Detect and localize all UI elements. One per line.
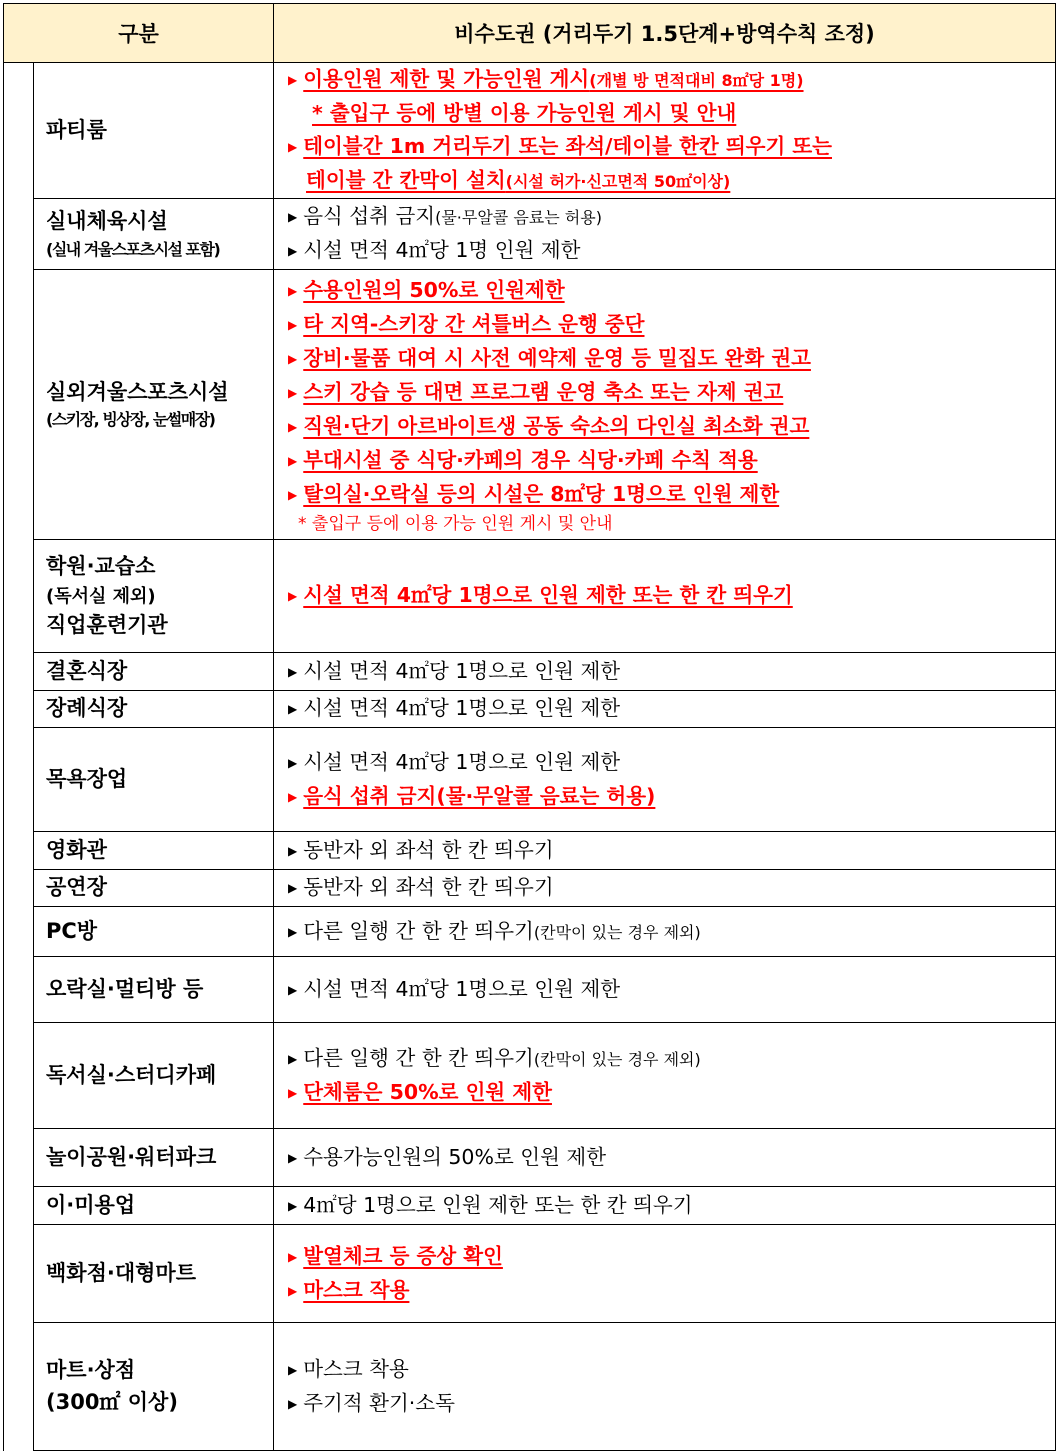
rules-theater: ▶ 동반자 외 좌석 한 칸 띄우기	[274, 870, 1056, 907]
bullet-icon: ▶	[288, 140, 298, 154]
bullet-icon: ▶	[288, 1249, 298, 1264]
category-party-room: 파티룸	[34, 63, 274, 199]
category-arcade: 오락실·멀티방 등	[34, 957, 274, 1023]
rules-pc-room: ▶ 다른 일행 간 한 칸 띄우기(칸막이 있는 경우 제외)	[274, 907, 1056, 957]
bullet-icon: ▶	[288, 1150, 298, 1165]
rules-indoor-sports: ▶ 음식 섭취 금지(물·무알콜 음료는 허용) ▶ 시설 면적 4㎡당 1명 인원 제한	[274, 199, 1056, 270]
bullet-icon: ▶	[288, 1362, 298, 1377]
bullet-icon: ▶	[288, 1283, 298, 1298]
bullet-icon: ▶	[288, 982, 298, 997]
bullet-icon: ▶	[288, 351, 298, 366]
rules-outdoor-winter-sports: ▶ 수용인원의 50%로 인원제한 ▶ 타 지역-스키장 간 셔틀버스 운행 중단 ▶ 장비·물품 대여 시 사전 예약제 운영 등 밀집도 완화 권고 ▶ 스키 강습 등 대면 프로그램 운영 축소 또는 자제 권고 ▶ 직원·단기 아르바이트생 공동 숙소의 다인실 최소화 권고 ▶ 부대시설 중 식당·카페의 경우 식당·카페 수칙 적용 ▶ 탈의실·오락실 등의 시설은 8㎡당 1명으로 인원 제한 * 출입구 등에 이용 가능 인원 게시 및 안내	[274, 270, 1056, 540]
bullet-icon: ▶	[288, 453, 298, 468]
bullet-icon: ▶	[288, 1085, 298, 1100]
bullet-icon: ▶	[288, 487, 298, 502]
category-amusement-park: 놀이공원·워터파크	[34, 1129, 274, 1187]
bullet-icon: ▶	[288, 789, 298, 804]
category-mart: 마트·상점 (300㎡ 이상)	[34, 1323, 274, 1451]
left-margin-cell	[4, 63, 34, 1451]
category-study-cafe: 독서실·스터디카페	[34, 1023, 274, 1129]
rules-bathhouse: ▶ 시설 면적 4㎡당 1명으로 인원 제한 ▶ 음식 섭취 금지(물·무알콜 음료는 허용)	[274, 728, 1056, 832]
category-indoor-sports: 실내체육시설 (실내 겨울스포츠시설 포함)	[34, 199, 274, 270]
rules-department-store: ▶ 발열체크 등 증상 확인 ▶ 마스크 작용	[274, 1225, 1056, 1323]
bullet-icon: ▶	[288, 1051, 298, 1066]
bullet-icon: ▶	[288, 924, 298, 939]
category-department-store: 백화점·대형마트	[34, 1225, 274, 1323]
bullet-icon: ▶	[288, 210, 298, 224]
rules-arcade: ▶ 시설 면적 4㎡당 1명으로 인원 제한	[274, 957, 1056, 1023]
category-cinema: 영화관	[34, 832, 274, 870]
category-bathhouse: 목욕장업	[34, 728, 274, 832]
header-category: 구분	[4, 4, 274, 63]
bullet-icon: ▶	[288, 589, 298, 603]
category-academy: 학원·교습소 (독서실 제외) 직업훈련기관	[34, 540, 274, 653]
category-wedding-hall: 결혼식장	[34, 653, 274, 691]
header-region: 비수도권 (거리두기 1.5단계+방역수칙 조정)	[274, 4, 1056, 63]
bullet-icon: ▶	[288, 702, 298, 716]
category-beauty-salon: 이·미용업	[34, 1187, 274, 1225]
bullet-icon: ▶	[288, 283, 298, 298]
bullet-icon: ▶	[288, 1396, 298, 1411]
bullet-icon: ▶	[288, 317, 298, 332]
rules-study-cafe: ▶ 다른 일행 간 한 칸 띄우기(칸막이 있는 경우 제외) ▶ 단체룸은 50%로 인원 제한	[274, 1023, 1056, 1129]
bullet-icon: ▶	[288, 385, 298, 400]
bullet-icon: ▶	[288, 755, 298, 770]
bullet-icon: ▶	[288, 419, 298, 434]
bullet-icon: ▶	[288, 664, 298, 679]
rules-beauty-salon: ▶ 4㎡당 1명으로 인원 제한 또는 한 칸 띄우기	[274, 1187, 1056, 1225]
bullet-icon: ▶	[288, 843, 298, 858]
rules-wedding-hall: ▶ 시설 면적 4㎡당 1명으로 인원 제한	[274, 653, 1056, 691]
rules-amusement-park: ▶ 수용가능인원의 50%로 인원 제한	[274, 1129, 1056, 1187]
rules-cinema: ▶ 동반자 외 좌석 한 칸 띄우기	[274, 832, 1056, 870]
category-funeral-hall: 장례식장	[34, 691, 274, 728]
bullet-icon: ▶	[288, 244, 298, 258]
rules-academy: ▶ 시설 면적 4㎡당 1명으로 인원 제한 또는 한 칸 띄우기	[274, 540, 1056, 653]
category-outdoor-winter-sports: 실외겨울스포츠시설 (스키장, 빙상장, 눈썰매장)	[34, 270, 274, 540]
category-theater: 공연장	[34, 870, 274, 907]
bullet-icon: ▶	[288, 73, 298, 87]
bullet-icon: ▶	[288, 1198, 298, 1213]
rules-funeral-hall: ▶ 시설 면적 4㎡당 1명으로 인원 제한	[274, 691, 1056, 728]
bullet-icon: ▶	[288, 881, 298, 895]
rules-party-room: ▶ 이용인원 제한 및 가능인원 게시(개별 방 면적대비 8㎡당 1명) * 출입구 등에 방별 이용 가능인원 게시 및 안내 ▶ 테이블간 1m 거리두기 또는 좌석/테이블 한칸 띄우기 또는 테이블 간 칸막이 설치(시설 허가·신고면적 50㎡이상)	[274, 63, 1056, 199]
category-pc-room: PC방	[34, 907, 274, 957]
rules-mart: ▶ 마스크 착용 ▶ 주기적 환기·소독	[274, 1323, 1056, 1451]
regulation-table	[3, 3, 1056, 1451]
